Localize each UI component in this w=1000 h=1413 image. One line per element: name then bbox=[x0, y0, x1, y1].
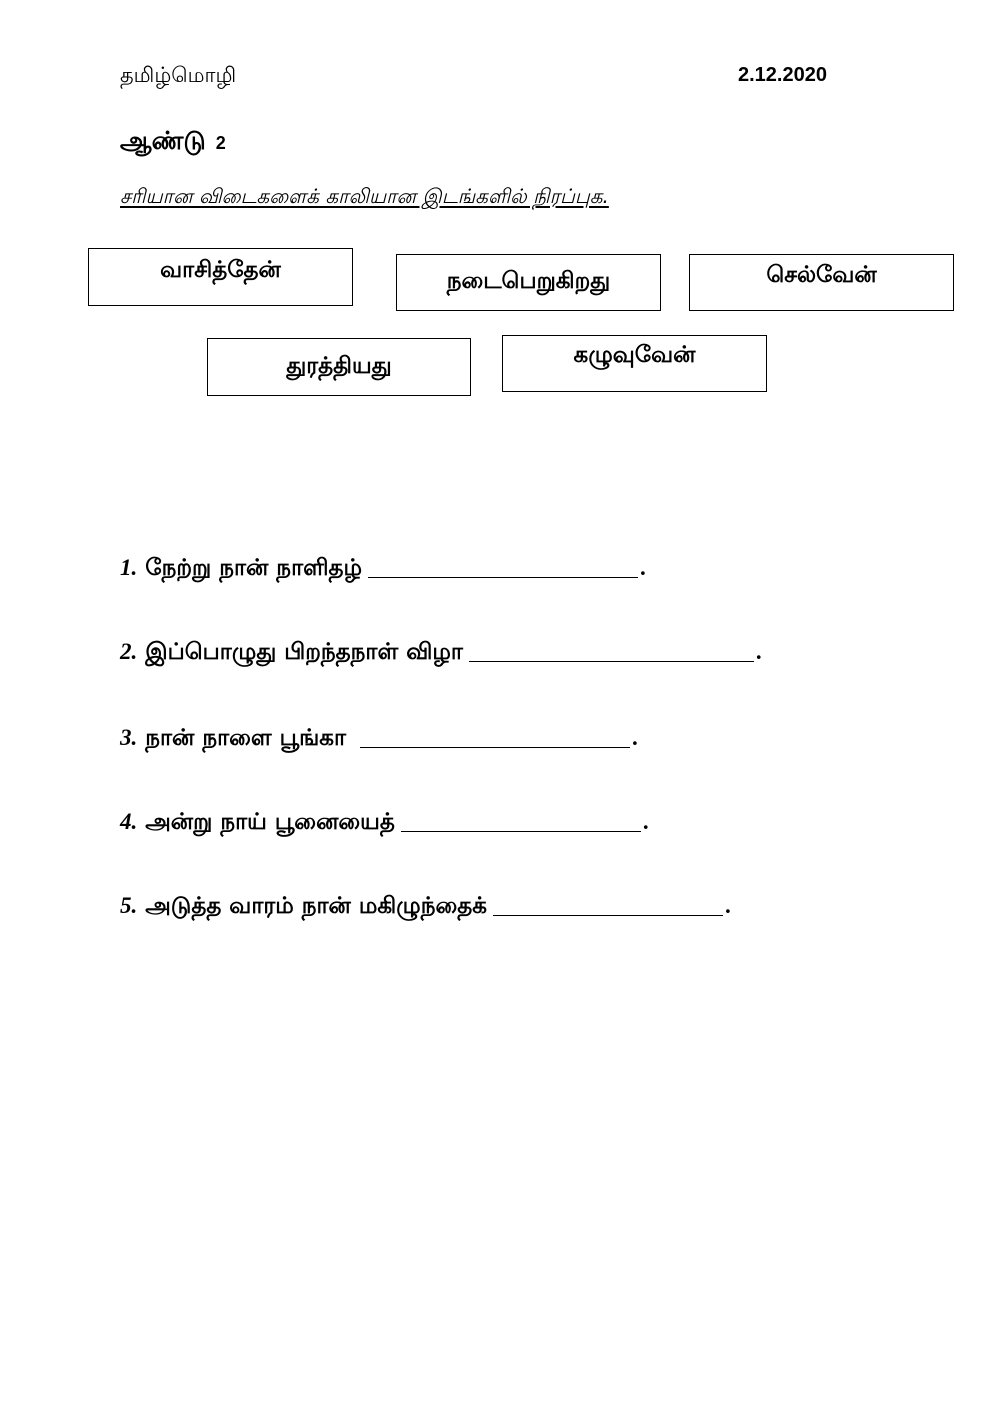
word-bank-word: நடைபெறுகிறது bbox=[446, 268, 611, 294]
answer-blank[interactable] bbox=[368, 555, 638, 578]
question-number: 3. bbox=[120, 725, 138, 750]
question-number: 1. bbox=[120, 555, 138, 580]
answer-blank[interactable] bbox=[401, 809, 641, 832]
question-period: . bbox=[724, 893, 731, 918]
question-text: நேற்று நான் நாளிதழ் bbox=[145, 555, 362, 581]
year-line bbox=[120, 124, 226, 161]
question-number: 2. bbox=[120, 639, 138, 664]
question-4 bbox=[120, 804, 649, 840]
word-bank-box bbox=[396, 254, 661, 311]
question-text: இப்பொழுது பிறந்தநாள் விழா bbox=[145, 639, 463, 665]
answer-blank[interactable] bbox=[360, 725, 630, 748]
question-period: . bbox=[642, 809, 649, 834]
question-3 bbox=[120, 720, 638, 756]
worksheet-date: 2.12.2020 bbox=[738, 64, 827, 86]
word-bank-word: செல்வேன் bbox=[766, 262, 877, 288]
word-bank-box bbox=[207, 338, 471, 396]
question-5 bbox=[120, 888, 731, 924]
question-text: அன்று நாய் பூனையைத் bbox=[145, 809, 395, 835]
answer-blank[interactable] bbox=[493, 893, 723, 916]
subject-title: தமிழ்மொழி bbox=[120, 63, 237, 87]
answer-blank[interactable] bbox=[469, 639, 754, 662]
question-number: 5. bbox=[120, 893, 138, 918]
question-period: . bbox=[755, 639, 762, 664]
word-bank-word: வாசித்தேன் bbox=[160, 257, 281, 283]
word-bank-word: கழுவுவேன் bbox=[573, 342, 696, 368]
word-bank-word: துரத்தியது bbox=[286, 352, 392, 379]
year-label: ஆண்டு bbox=[120, 126, 206, 155]
question-period: . bbox=[631, 725, 638, 750]
question-number: 4. bbox=[120, 809, 138, 834]
year-number: 2 bbox=[215, 133, 226, 153]
question-period: . bbox=[640, 555, 646, 580]
instruction-text: சரியான விடைகளைக் காலியான இடங்களில் நிரப்புக. bbox=[120, 184, 609, 208]
word-bank-box bbox=[689, 254, 954, 311]
word-bank-box bbox=[502, 335, 767, 392]
question-2 bbox=[120, 634, 762, 670]
question-text: நான் நாளை பூங்கா bbox=[145, 725, 346, 751]
word-bank-box bbox=[88, 248, 353, 306]
question-1 bbox=[120, 550, 646, 586]
question-text: அடுத்த வாரம் நான் மகிழுந்தைக் bbox=[145, 893, 487, 919]
